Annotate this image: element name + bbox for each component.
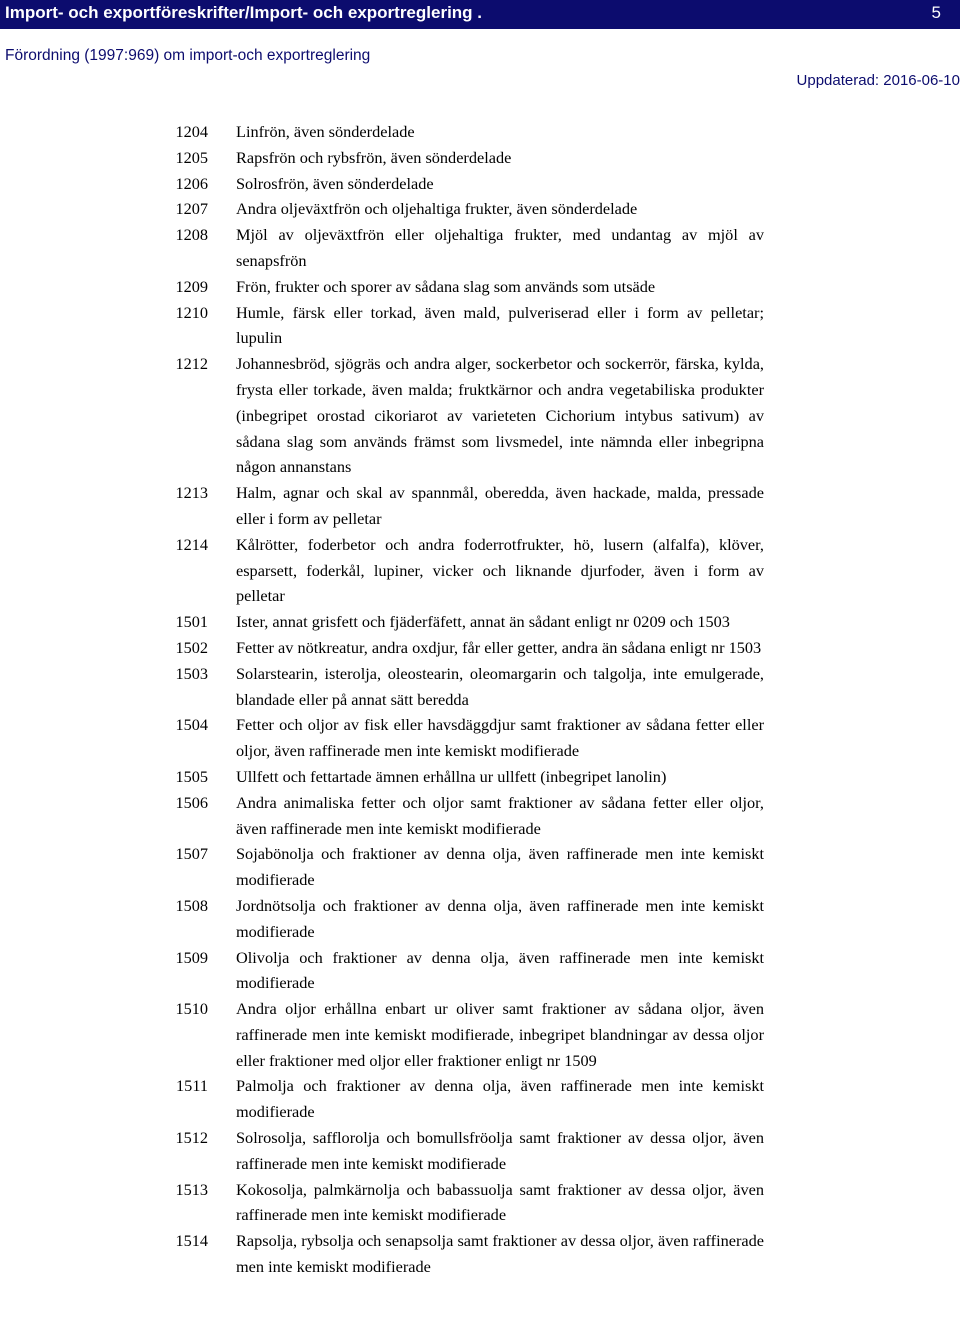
list-item	[0, 1125, 960, 1177]
item-code: 1513	[175, 1179, 208, 1199]
item-description: Fetter av nötkreatur, andra oxdjur, får eller getter, andra än sådana enligt nr 1503	[236, 637, 762, 657]
list-item	[0, 480, 960, 532]
item-description: Solarstearin, isterolja, oleostearin, oleomargarin och talgolja, inte emulgerade, blandade eller på annat sätt beredda	[236, 663, 764, 709]
item-code: 1505	[175, 766, 208, 786]
item-code: 1212	[175, 354, 208, 374]
item-code: 1511	[176, 1076, 208, 1096]
item-code: 1207	[175, 199, 208, 219]
item-code: 1509	[175, 947, 208, 967]
list-item	[0, 300, 960, 352]
list-item	[0, 712, 960, 764]
item-description: Sojabönolja och fraktioner av denna olja, även raffinerade men inte kemiskt modifierade	[236, 844, 764, 890]
item-description: Rapsfrön och rybsfrön, även sönderdelade	[236, 147, 512, 167]
page-header	[0, 0, 960, 29]
list-item	[0, 1177, 960, 1229]
item-description: Andra animaliska fetter och oljor samt fraktioner av sådana fetter eller oljor, även raffinerade men inte kemiskt modifierade	[236, 792, 764, 838]
item-description: Andra oljor erhållna enbart ur oliver samt fraktioner av sådana oljor, även raffinerade men inte kemiskt modifierade, inbegripet blandningar av dessa oljor eller fraktioner med oljor eller fraktioner enligt nr 1509	[236, 999, 764, 1070]
list-item	[0, 196, 960, 222]
item-code: 1210	[175, 302, 208, 322]
list-item	[0, 119, 960, 145]
list-item	[0, 790, 960, 842]
item-description: Jordnötsolja och fraktioner av denna olja, även raffinerade men inte kemiskt modifierade	[236, 895, 764, 941]
item-code: 1204	[175, 122, 208, 141]
list-item	[0, 1228, 960, 1280]
list-item	[0, 609, 960, 635]
item-description: Andra oljeväxtfrön och oljehaltiga frukter, även sönderdelade	[236, 199, 638, 219]
item-description: Halm, agnar och skal av spannmål, oberedda, även hackade, malda, pressade eller i form av pelletar	[236, 483, 764, 528]
document-title: Import- och exportföreskrifter/Import- och exportreglering .	[5, 3, 483, 22]
item-code: 1506	[175, 792, 208, 812]
item-description: Kålrötter, foderbetor och andra foderrotfrukter, hö, lusern (alfalfa), klöver, esparsett, foderkål, lupiner, vicker och liknande djurfoder, även i form av pelletar	[236, 534, 764, 606]
item-code: 1205	[175, 147, 208, 167]
item-description: Frön, frukter och sporer av sådana slag som används som utsäde	[236, 276, 656, 296]
list-item	[0, 945, 960, 997]
item-code: 1510	[175, 999, 208, 1019]
item-code: 1512	[175, 1128, 208, 1148]
list-item	[0, 635, 960, 661]
item-code: 1208	[175, 225, 208, 245]
item-description: Rapsolja, rybsolja och senapsolja samt fraktioner av dessa oljor, även raffinerade men inte kemiskt modifierade	[236, 1231, 764, 1277]
item-description: Ullfett och fettartade ämnen erhållna ur ullfett (inbegripet lanolin)	[236, 766, 667, 786]
item-description: Olivolja och fraktioner av denna olja, även raffinerade men inte kemiskt modifierade	[236, 947, 764, 993]
tariff-code-list	[0, 119, 960, 1280]
item-description: Palmolja och fraktioner av denna olja, även raffinerade men inte kemiskt modifierade	[236, 1076, 764, 1122]
list-item	[0, 996, 960, 1073]
item-description: Linfrön, även sönderdelade	[236, 122, 415, 141]
item-description: Solrosolja, safflorolja och bomullsfröolja samt fraktioner av dessa oljor, även raffinerade men inte kemiskt modifierade	[236, 1128, 764, 1173]
item-code: 1503	[175, 663, 208, 683]
item-code: 1501	[175, 612, 208, 632]
list-item	[0, 764, 960, 790]
list-item	[0, 532, 960, 609]
list-item	[0, 145, 960, 171]
item-description: Ister, annat grisfett och fjäderfäfett, annat än sådant enligt nr 0209 och 1503	[236, 612, 730, 632]
item-code: 1502	[175, 637, 208, 657]
regulation-subtitle: Förordning (1997:969) om import-och exportreglering	[5, 47, 371, 64]
page-number: 5	[931, 3, 941, 22]
item-description: Johannesbröd, sjögräs och andra alger, sockerbetor och sockerrör, färska, kylda, frysta eller torkade, även malda; fruktkärnor och andra vegetabiliska produkter (inbegripet orostad cikoriarot av varieteten Cichorium intybus sativum) av sådana slag som används främst som livsmedel, inte nämnda eller inbegripna någon annanstans	[236, 354, 764, 477]
item-code: 1508	[175, 895, 208, 915]
list-item	[0, 274, 960, 300]
item-description: Kokosolja, palmkärnolja och babassuolja samt fraktioner av dessa oljor, även raffinerade men inte kemiskt modifierade	[236, 1179, 764, 1225]
item-description: Humle, färsk eller torkad, även mald, pulveriserad eller i form av pelletar; lupulin	[236, 302, 764, 348]
list-item	[0, 171, 960, 197]
item-code: 1206	[175, 173, 208, 193]
list-item	[0, 1073, 960, 1125]
item-code: 1507	[175, 844, 208, 864]
item-code: 1209	[175, 276, 208, 296]
list-item	[0, 661, 960, 713]
item-description: Solrosfrön, även sönderdelade	[236, 173, 434, 193]
item-description: Fetter och oljor av fisk eller havsdäggdjur samt fraktioner av sådana fetter eller oljor, även raffinerade men inte kemiskt modifierade	[236, 715, 764, 761]
updated-date: Uppdaterad: 2016-06-10	[796, 72, 960, 89]
item-code: 1213	[175, 483, 208, 503]
item-code: 1514	[175, 1231, 208, 1251]
item-code: 1504	[175, 715, 208, 735]
list-item	[0, 841, 960, 893]
item-description: Mjöl av oljeväxtfrön eller oljehaltiga frukter, med undantag av mjöl av senapsfrön	[236, 225, 764, 270]
item-code: 1214	[175, 534, 208, 554]
list-item	[0, 351, 960, 480]
list-item	[0, 893, 960, 945]
list-item	[0, 222, 960, 274]
